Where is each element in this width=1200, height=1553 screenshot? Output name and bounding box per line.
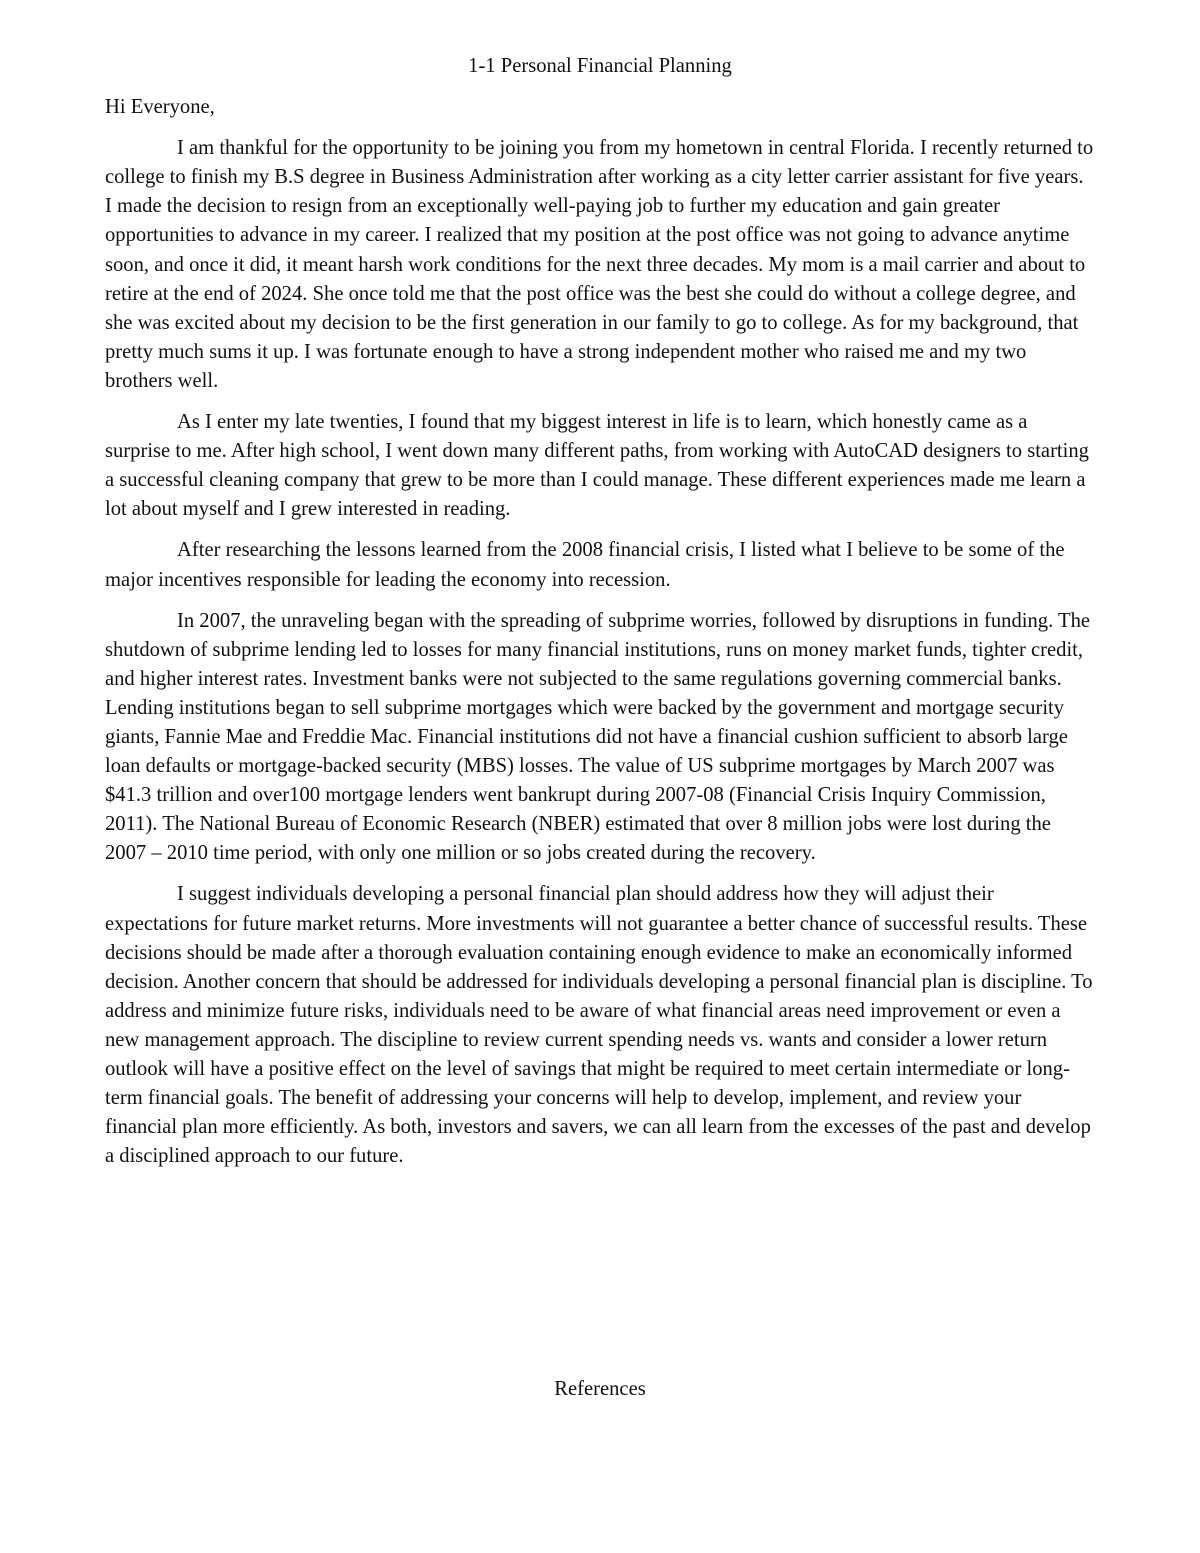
paragraph-recommendations: I suggest individuals developing a personal financial plan should address how they will adjust their expectations for future market returns. More investments will not guarantee a better chance of successful results. These decisions should be made after a thorough evaluation containing enough evidence to make an economically informed decision. Another concern that should be addressed for individuals developing a personal financial plan is discipline. To address and minimize future risks, individuals need to be aware of what financial areas need improvement or even a new management approach. The discipline to review current spending needs vs. wants and consider a lower return outlook will have a positive effect on the level of savings that might be required to meet certain intermediate or long-term financial goals. The benefit of addressing your concerns will help to develop, implement, and review your financial plan more efficiently. As both, investors and savers, we can all learn from the excesses of the past and develop a disciplined approach to our future. <box>105 883 1093 1168</box>
document-title: 1-1 Personal Financial Planning <box>468 55 732 77</box>
greeting: Hi Everyone, <box>105 96 215 119</box>
paragraph-crisis-lessons: After researching the lessons learned from the 2008 financial crisis, I listed what I believe to be some of the major incentives responsible for leading the economy into recession. <box>105 539 1065 591</box>
paragraph-crisis-details: In 2007, the unraveling began with the spreading of subprime worries, followed by disruptions in funding. The shutdown of subprime lending led to losses for many financial institutions, runs on money market funds, tighter credit, and higher interest rates. Investment banks were not subjected to the same regulations governing commercial banks. Lending institutions began to sell subprime mortgages which were backed by the government and mortgage security giants, Fannie Mae and Freddie Mac. Financial institutions did not have a financial cushion sufficient to absorb large loan defaults or mortgage-backed security (MBS) losses. The value of US subprime mortgages by March 2007 was $41.3 trillion and over100 mortgage lenders went bankrupt during 2007-08 (Financial Crisis Inquiry Commission, 2011). The National Bureau of Economic Research (NBER) estimated that over 8 million jobs were lost during the 2007 – 2010 time period, with only one million or so jobs created during the recovery. <box>105 609 1091 865</box>
document-page <box>105 52 1095 1183</box>
paragraph-interests: As I enter my late twenties, I found that my biggest interest in life is to learn, which honestly came as a surprise to me. After high school, I went down many different paths, from working with AutoCAD designers to starting a successful cleaning company that grew to be more than I could manage. These different experiences made me learn a lot about myself and I grew interested in reading. <box>105 411 1089 521</box>
references-heading: References <box>554 1378 646 1400</box>
paragraph-introduction: I am thankful for the opportunity to be joining you from my hometown in central Florida. I recently returned to college to finish my B.S degree in Business Administration after working as a city letter carrier assistant for five years. I made the decision to resign from an exceptionally well-paying job to further my education and gain greater opportunities to advance in my career. I realized that my position at the post office was not going to advance anytime soon, and once it did, it meant harsh work conditions for the next three decades. My mom is a mail carrier and about to retire at the end of 2024. She once told me that the post office was the best she could do without a college degree, and she was excited about my decision to be the first generation in our family to go to college. As for my background, that pretty much sums it up. I was fortunate enough to have a strong independent mother who raised me and my two brothers well. <box>105 137 1094 392</box>
